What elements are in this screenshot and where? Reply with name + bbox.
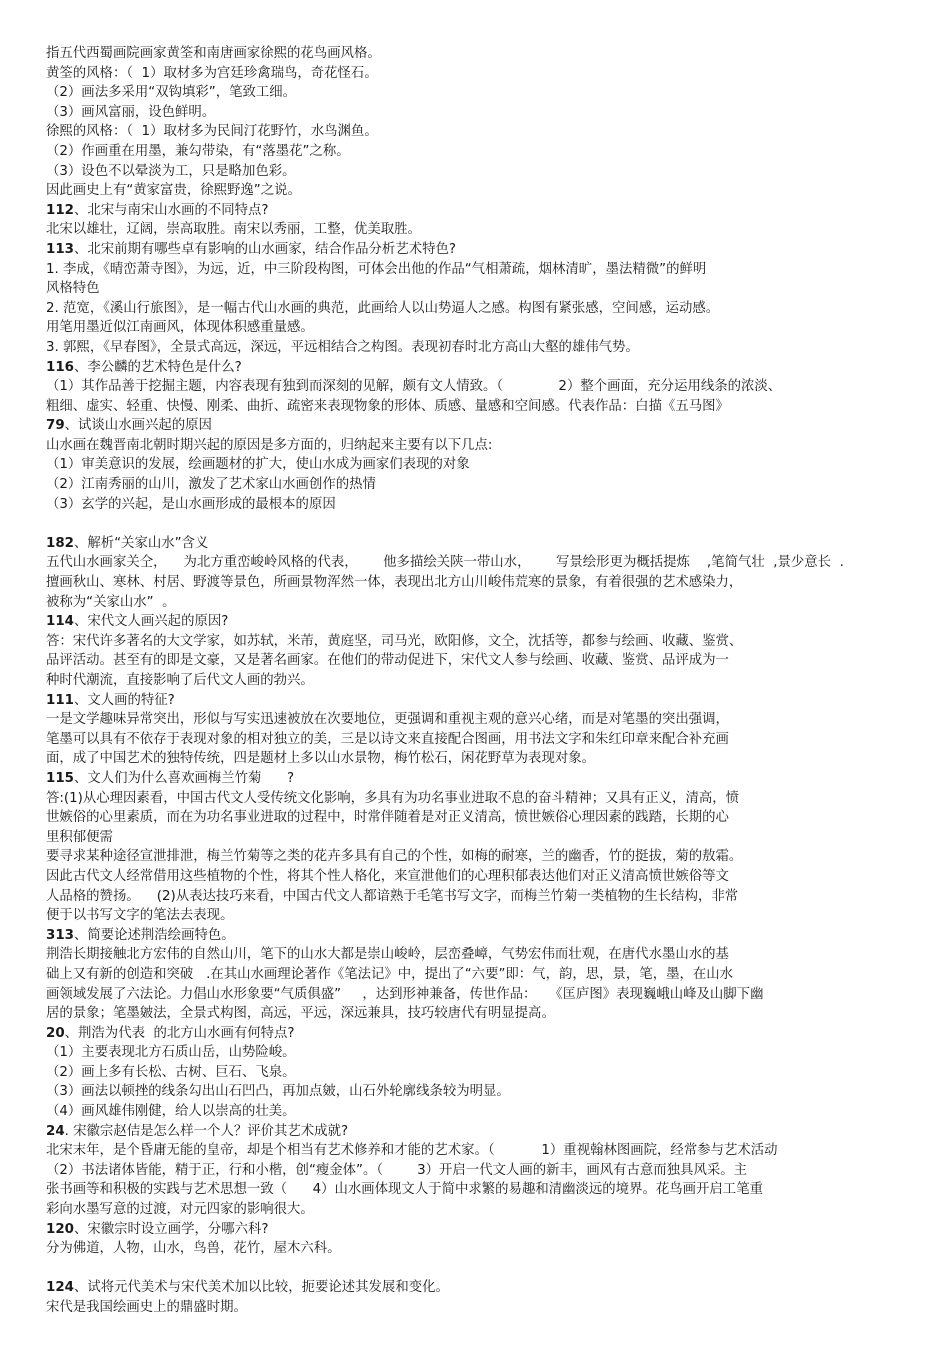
line-text: 擅画秋山、寒林、村居、野渡等景色，所画景物浑然一体，表现出北方山川峻伟荒寒的景象，有着很强的艺术感染力，: [46, 575, 743, 591]
text-line: [46, 945, 918, 965]
line-text: 笔墨可以具有不依存于表现对象的相对独立的美，三是以诗文来直接配合图画，用书法文字和朱红印章来配合补充画: [46, 731, 729, 747]
question-heading: [46, 1278, 918, 1298]
text-line: [46, 338, 918, 358]
text-line: [46, 220, 918, 240]
text-line: [46, 162, 918, 182]
line-text: 因此古代文人经常借用这些植物的个性，将其个性人格化，来宣泄他们的心理积郁表达他们对正义清高愤世嫉俗等文: [46, 868, 729, 884]
text-line: [46, 671, 918, 691]
text-line: [46, 103, 918, 123]
line-text: 、试谈山水画兴起的原因: [64, 418, 212, 434]
text-line: [46, 710, 918, 730]
line-text: （4）画风雄伟刚健，给人以崇高的壮美。: [46, 1104, 296, 1120]
line-text: 人品格的赞扬。 (2)从表达技巧来看，中国古代文人都谙熟于毛笔书写文字，而梅兰竹菊一类植物的生长结构，非常: [46, 888, 739, 904]
text-line: [46, 436, 918, 456]
text-line: [46, 651, 918, 671]
text-line: [46, 64, 918, 84]
question-heading: [46, 1122, 918, 1142]
line-text: 画领域发展了六法论。力倡山水形象要“气质俱盛” ，达到形神兼备，传世作品： 《匡庐图》表现巍峨山峰及山脚下幽: [46, 986, 764, 1002]
line-text: 被称为“关家山水” 。: [46, 594, 176, 610]
document-body: [46, 44, 918, 1318]
question-number: 115: [46, 770, 74, 786]
text-line: [46, 1102, 918, 1122]
text-line: [46, 44, 918, 64]
line-text: （1）主要表现北方石质山岳，山势险峻。: [46, 1045, 296, 1061]
line-text: 北宋末年，是个昏庸无能的皇帝，却是个相当有艺术修养和才能的艺术家。（ 1）重视翰林图画院，经常参与艺术活动: [46, 1143, 778, 1159]
text-line: [46, 455, 918, 475]
line-text: （2）书法诸体皆能，精于正，行和小楷，创“瘦金体”。（ 3）开启一代文人画的新丰，画风有古意而独具风采。主: [46, 1162, 748, 1178]
question-heading: [46, 691, 918, 711]
question-heading: [46, 240, 918, 260]
line-text: （2）江南秀丽的山川，激发了艺术家山水画创作的热情: [46, 477, 376, 493]
line-text: 黄筌的风格：（ 1）取材多为宫廷珍禽瑞鸟，奇花怪石。: [46, 65, 378, 81]
line-text: 要寻求某种途径宣泄排泄，梅兰竹菊等之类的花卉多具有自己的个性，如梅的耐寒，兰的幽香，竹的挺拔，菊的敖霜。: [46, 849, 743, 865]
question-number: 112: [46, 202, 74, 218]
question-number: 79: [46, 418, 65, 434]
text-line: [46, 1239, 918, 1259]
text-line: [46, 279, 918, 299]
text-line: [46, 1082, 918, 1102]
question-heading: [46, 612, 918, 632]
text-line: [46, 377, 918, 397]
text-line: [46, 789, 918, 809]
line-text: 品评活动。甚至有的即是文豪，又是著名画家。在他们的带动促进下，宋代文人参与绘画、收藏、鉴赏、品评成为一: [46, 653, 729, 669]
question-number: 313: [46, 927, 74, 943]
line-text: 、李公麟的艺术特色是什么?: [73, 359, 242, 375]
question-heading: [46, 534, 918, 554]
line-text: 、解析“关家山水”含义: [73, 535, 209, 551]
text-line: [46, 867, 918, 887]
question-heading: [46, 926, 918, 946]
text-line: [46, 1043, 918, 1063]
question-number: 24: [46, 1123, 65, 1139]
line-text: 答：宋代许多著名的大文学家，如苏轼，米芾，黄庭坚，司马光，欧阳修，文仝，沈括等，都参与绘画、收藏、鉴赏、: [46, 633, 743, 649]
line-text: 、北宋前期有哪些卓有影响的山水画家，结合作品分析艺术特色?: [73, 241, 456, 257]
text-line: [46, 260, 918, 280]
text-line: [46, 397, 918, 417]
line-text: 、宋代文人画兴起的原因?: [73, 614, 229, 630]
line-text: 里积郁便需: [46, 829, 113, 845]
question-number: 20: [46, 1025, 65, 1041]
text-line: [46, 83, 918, 103]
text-line: [46, 808, 918, 828]
line-text: 、简要论述荆浩绘画特色。: [73, 927, 235, 943]
line-text: 、文人画的特征?: [73, 692, 175, 708]
text-line: [46, 965, 918, 985]
text-line: [46, 730, 918, 750]
line-text: 、宋徽宗时设立画学，分哪六科?: [73, 1221, 269, 1237]
text-line: [46, 1180, 918, 1200]
text-line: [46, 906, 918, 926]
text-line: [46, 828, 918, 848]
text-line: [46, 1200, 918, 1220]
line-text: 面，成了中国艺术的独特传统，四是题材上多以山水景物，梅竹松石，闲花野草为表现对象。: [46, 751, 596, 767]
line-text: 种时代潮流，直接影响了后代文人画的勃兴。: [46, 673, 314, 688]
line-text: （1）审美意识的发展，绘画题材的扩大，使山水成为画家们表现的对象: [46, 457, 470, 473]
line-text: 1. 李成，《晴峦萧寺图》，为远，近，中三阶段构图，可体会出他的作品“气相萧疏，烟林清旷，墨法精微”的鲜明: [46, 261, 707, 277]
text-line: [46, 318, 918, 338]
line-text: 北宋以雄壮，辽阔，崇高取胜。南宋以秀丽，工整，优美取胜。: [46, 222, 421, 238]
text-line: [46, 1298, 918, 1318]
text-line: [46, 181, 918, 201]
text-line: [46, 475, 918, 495]
question-heading: [46, 1220, 918, 1240]
text-line: [46, 553, 918, 573]
line-text: 张书画等和积极的实践与艺术思想一致（ 4）山水画体现文人于简中求繁的易趣和清幽淡远的境界。花鸟画开启工笔重: [46, 1182, 763, 1198]
line-text: 便于以书写文字的笔法去表现。: [46, 908, 234, 924]
question-number: 120: [46, 1221, 74, 1237]
text-line: [46, 142, 918, 162]
line-text: 分为佛道，人物，山水，鸟兽，花竹，屋木六科。: [46, 1241, 341, 1257]
line-text: 山水画在魏晋南北朝时期兴起的原因是多方面的，归纳起来主要有以下几点:: [46, 437, 493, 453]
line-text: 、荆浩为代表 的北方山水画有何特点?: [64, 1025, 295, 1041]
blank-line: [46, 514, 918, 534]
line-text: 风格特色: [46, 281, 100, 297]
question-number: 182: [46, 535, 74, 551]
question-heading: [46, 416, 918, 436]
text-line: [46, 1141, 918, 1161]
question-number: 124: [46, 1280, 74, 1296]
line-text: （1）其作品善于挖掘主题，内容表现有独到而深刻的见解，颇有文人情致。（ 2）整个画面，充分运用线条的浓淡、: [46, 379, 782, 395]
text-line: [46, 299, 918, 319]
line-text: 居的景象；笔墨皴法，全景式构图，高远，平远，深远兼具，技巧较唐代有明显提高。: [46, 1006, 555, 1022]
question-number: 111: [46, 692, 74, 708]
text-line: [46, 495, 918, 515]
line-text: 、文人们为什么喜欢画梅兰竹菊 ?: [73, 770, 295, 786]
text-line: [46, 593, 918, 613]
line-text: （2）画法多采用“双钩填彩”，笔致工细。: [46, 85, 297, 101]
line-text: . 宋徽宗赵佶是怎么样一个人？评价其艺术成就?: [64, 1123, 349, 1139]
line-text: （3）画风富丽，设色鲜明。: [46, 104, 216, 120]
line-text: 因此画史上有“黄家富贵，徐熙野逸”之说。: [46, 183, 301, 199]
line-text: 、北宋与南宋山水画的不同特点?: [73, 202, 269, 218]
line-text: （3）画法以顿挫的线条勾出山石凹凸，再加点皴，山石外轮廓线条较为明显。: [46, 1084, 510, 1100]
question-number: 113: [46, 241, 74, 257]
line-text: 3. 郭熙，《早春图》，全景式高远，深远，平远相结合之构图。表现初春时北方高山大壑的雄伟气势。: [46, 339, 639, 355]
text-line: [46, 887, 918, 907]
line-text: 、试将元代美术与宋代美术加以比较，扼要论述其发展和变化。: [73, 1280, 449, 1296]
line-text: 世嫉俗的心里素质，而在为功名事业进取的过程中，时常伴随着是对正义清高，愤世嫉俗心理因素的践踏，长期的心: [46, 810, 729, 826]
line-text: 五代山水画家关仝， 为北方重峦峻岭风格的代表， 他多描绘关陕一带山水， 写景绘形更为概括提炼 ,笔简气壮 ,景少意长 .: [46, 555, 844, 571]
question-number: 116: [46, 359, 74, 375]
text-line: [46, 1161, 918, 1181]
line-text: 指五代西蜀画院画家黄筌和南唐画家徐熙的花鸟画风格。: [46, 46, 381, 61]
question-heading: [46, 201, 918, 221]
line-text: 答:(1)从心理因素看，中国古代文人受传统文化影响，多具有为功名事业进取不息的奋斗精神；又具有正义，清高，愤: [46, 790, 740, 806]
text-line: [46, 1004, 918, 1024]
line-text: 用笔用墨近似江南画风，体现体积感重量感。: [46, 320, 314, 336]
question-heading: [46, 769, 918, 789]
text-line: [46, 122, 918, 142]
question-number: 114: [46, 614, 74, 630]
line-text: 2. 范宽，《溪山行旅图》，是一幅古代山水画的典范，此画给人以山势逼人之感。构图有紧张感，空间感，运动感。: [46, 300, 720, 316]
line-text: （3）设色不以晕淡为工，只是略加色彩。: [46, 163, 296, 179]
question-heading: [46, 358, 918, 378]
line-text: 宋代是我国绘画史上的鼎盛时期。: [46, 1300, 247, 1315]
text-line: [46, 1063, 918, 1083]
line-text: 荆浩长期接触北方宏伟的自然山川，笔下的山水大都是崇山峻岭，层峦叠嶂，气势宏伟而壮观，在唐代水墨山水的基: [46, 947, 729, 963]
line-text: 一是文学趣味异常突出，形似与写实迅速被放在次要地位，更强调和重视主观的意兴心绪，而是对笔墨的突出强调，: [46, 712, 729, 728]
line-text: 粗细、虚实、轻重、快慢、刚柔、曲折、疏密来表现物象的形体、质感、量感和空间感。代表作品：白描《五马图》: [46, 398, 729, 414]
line-text: （2）画上多有长松、古树、巨石、飞泉。: [46, 1064, 296, 1080]
line-text: 础上又有新的创造和突破 .在其山水画理论著作《笔法记》中，提出了“六要”即：气，韵，思，景，笔，墨，在山水: [46, 966, 734, 982]
line-text: （2）作画重在用墨，兼勾带染，有“落墨花”之称。: [46, 143, 350, 159]
blank-line: [46, 1259, 918, 1279]
question-heading: [46, 1024, 918, 1044]
line-text: 彩向水墨写意的过渡，对元四家的影响很大。: [46, 1202, 314, 1218]
text-line: [46, 847, 918, 867]
text-line: [46, 749, 918, 769]
line-text: 徐熙的风格：（ 1）取材多为民间汀花野竹，水鸟渊鱼。: [46, 124, 378, 140]
text-line: [46, 632, 918, 652]
line-text: （3）玄学的兴起，是山水画形成的最根本的原因: [46, 496, 336, 512]
text-line: [46, 985, 918, 1005]
text-line: [46, 573, 918, 593]
